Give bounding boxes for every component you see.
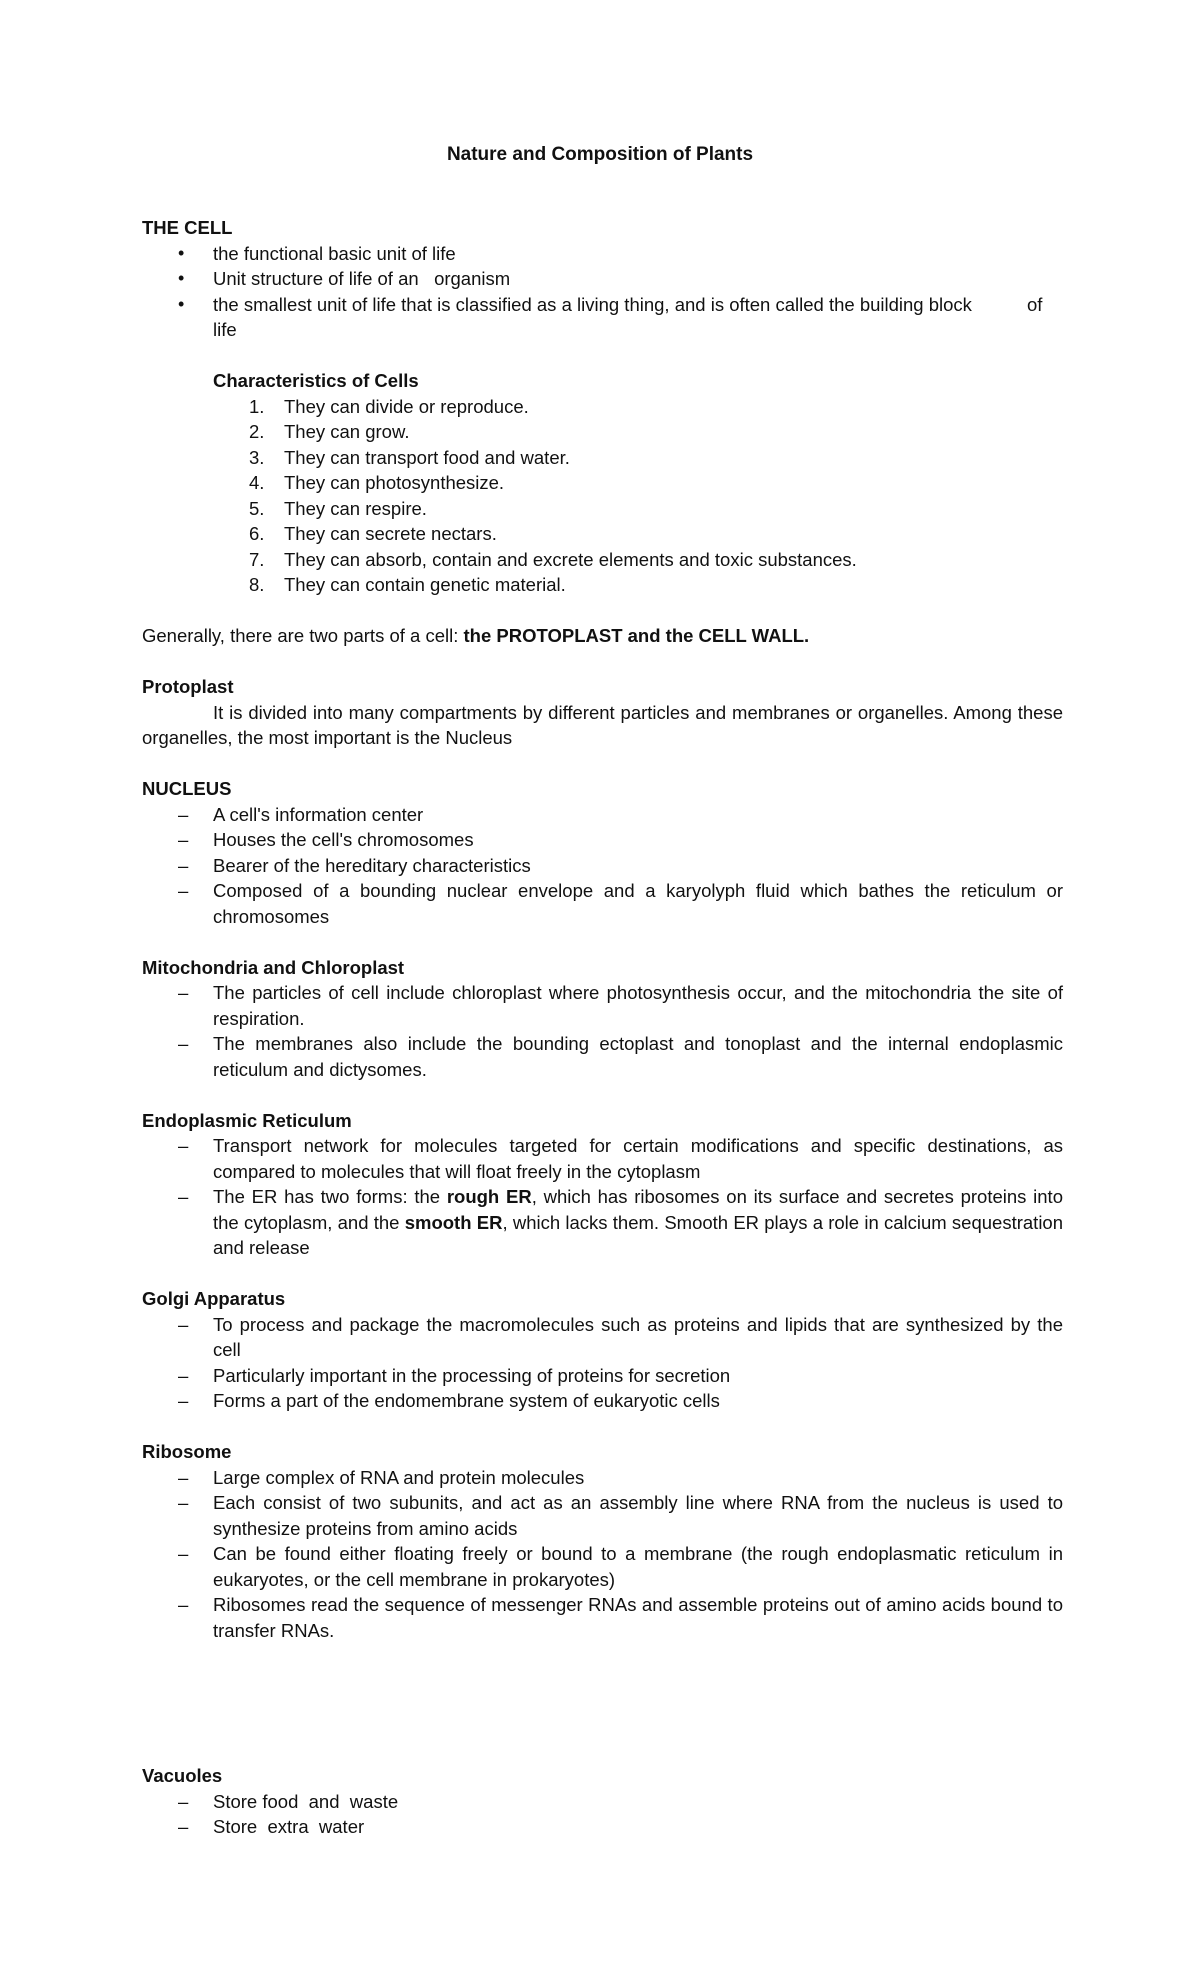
er-text-e: , which lacks them. Smooth ER plays a role in calcium sequestration and release <box>213 1211 1064 1258</box>
list-item: – Ribosomes read the sequence of messenger RNAs and assemble proteins out of amino acids bound to transfer RNAs. <box>142 1592 1063 1643</box>
er-list <box>142 1133 1063 1261</box>
protoplast-heading: Protoplast <box>142 676 234 697</box>
er-text-a: The ER has two forms: the <box>213 1186 447 1207</box>
two-parts-text: Generally, there are two parts of a cell: <box>142 625 464 646</box>
list-item <box>213 470 1063 496</box>
item-number: 4. <box>249 472 265 493</box>
er-heading: Endoplasmic Reticulum <box>142 1109 352 1131</box>
item-text: They can photosynthesize. <box>284 472 505 493</box>
list-item: – Composed of a bounding nuclear envelope and a karyolyph fluid which bathes the reticulum or chromosomes <box>142 878 1063 929</box>
list-item: – A cell's information center <box>142 802 1063 828</box>
characteristics-list <box>213 394 1063 598</box>
nucleus-list <box>142 802 1063 930</box>
golgi-list <box>142 1312 1063 1414</box>
section-endoplasmic-reticulum <box>142 1108 1063 1261</box>
item-text: They can transport food and water. <box>284 446 570 468</box>
mitochondria-heading: Mitochondria and Chloroplast <box>142 956 405 978</box>
item-number: 5. <box>249 497 265 519</box>
vacuoles-heading: Vacuoles <box>142 1765 223 1786</box>
section-the-cell <box>142 215 1063 343</box>
list-item <box>213 394 1063 420</box>
ribosome-heading: Ribosome <box>142 1441 232 1462</box>
golgi-heading: Golgi Apparatus <box>142 1288 286 1309</box>
list-item: • the functional basic unit of life <box>142 241 1063 267</box>
mitochondria-list <box>142 980 1063 1082</box>
item-text: They can absorb, contain and excrete elements and toxic substances. <box>284 548 857 570</box>
list-item: – Each consist of two subunits, and act as an assembly line where RNA from the nucleus is used to synthesize proteins from amino acids <box>142 1490 1063 1541</box>
list-item: – Bearer of the hereditary characteristics <box>142 853 1063 879</box>
item-text: They can divide or reproduce. <box>284 395 529 417</box>
list-item: – Large complex of RNA and protein molecules <box>142 1465 1063 1491</box>
er-rough: rough ER <box>446 1186 532 1207</box>
list-item <box>213 572 1063 598</box>
item-number: 1. <box>249 395 265 417</box>
list-item-text: the smallest unit of life that is classified as a living thing, and is often called the building block <box>213 293 972 315</box>
item-text: They can contain genetic material. <box>284 574 566 595</box>
list-item: – Houses the cell's chromosomes <box>142 827 1063 853</box>
the-cell-list <box>142 241 1063 343</box>
list-item <box>213 419 1063 445</box>
section-golgi <box>142 1286 1063 1414</box>
item-number: 3. <box>249 446 265 468</box>
list-item: – The membranes also include the bounding ectoplast and tonoplast and the internal endoplasmic reticulum and dictysomes. <box>142 1031 1063 1082</box>
section-nucleus <box>142 776 1063 929</box>
two-parts-bold: the PROTOPLAST and the CELL WALL. <box>463 625 810 646</box>
list-item: – Can be found either floating freely or bound to a membrane (the rough endoplasmatic reticulum in eukaryotes, or the cell membrane in prokaryotes) <box>142 1541 1063 1592</box>
list-item <box>142 292 1063 343</box>
list-item: • Unit structure of life of an organism <box>142 266 1063 292</box>
two-parts-paragraph <box>142 623 1063 649</box>
list-item: – Transport network for molecules targeted for certain modifications and specific destinations, as compared to molecules that will float freely in the cytoplasm <box>142 1133 1063 1184</box>
list-item: – Forms a part of the endomembrane system of eukaryotic cells <box>142 1388 1063 1414</box>
section-ribosome <box>142 1439 1063 1643</box>
er-text-c: , which has ribosomes on its surface and secretes proteins into the cytoplasm, and the <box>213 1186 1063 1233</box>
the-cell-heading: THE CELL <box>142 217 233 238</box>
protoplast-text: It is divided into many compartments by different particles and membranes or organelles. Among these organelles, the most important is the Nucleus <box>142 701 1063 748</box>
list-item-text-end: of life <box>213 293 1043 340</box>
characteristics-heading: Characteristics of Cells <box>213 370 419 391</box>
nucleus-heading: NUCLEUS <box>142 778 232 799</box>
er-smooth: smooth ER <box>404 1211 503 1233</box>
item-text: They can secrete nectars. <box>284 523 497 544</box>
list-item: – Particularly important in the processing of proteins for secretion <box>142 1363 1063 1389</box>
item-number: 8. <box>249 574 265 595</box>
list-item <box>142 1184 1063 1261</box>
list-item: – To process and package the macromolecules such as proteins and lipids that are synthesized by the cell <box>142 1312 1063 1363</box>
document-title: Nature and Composition of Plants <box>446 144 754 165</box>
vacuoles-list <box>142 1789 1063 1840</box>
item-number: 6. <box>249 523 265 544</box>
document-body <box>142 215 1063 1643</box>
item-number: 2. <box>249 421 265 442</box>
item-number: 7. <box>249 548 265 570</box>
list-item: – Store extra water <box>142 1814 1063 1840</box>
ribosome-list <box>142 1465 1063 1644</box>
section-protoplast <box>142 674 1063 751</box>
list-item <box>213 521 1063 547</box>
list-item: – Store food and waste <box>142 1789 1063 1815</box>
list-item <box>213 496 1063 522</box>
list-item <box>213 445 1063 471</box>
section-characteristics <box>213 368 1063 598</box>
list-item <box>213 547 1063 573</box>
list-item: – The particles of cell include chloroplast where photosynthesis occur, and the mitochondria the site of respiration. <box>142 980 1063 1031</box>
item-text: They can grow. <box>284 421 410 442</box>
section-mitochondria <box>142 955 1063 1083</box>
item-text: They can respire. <box>284 497 427 519</box>
section-vacuoles <box>142 1763 1063 1840</box>
